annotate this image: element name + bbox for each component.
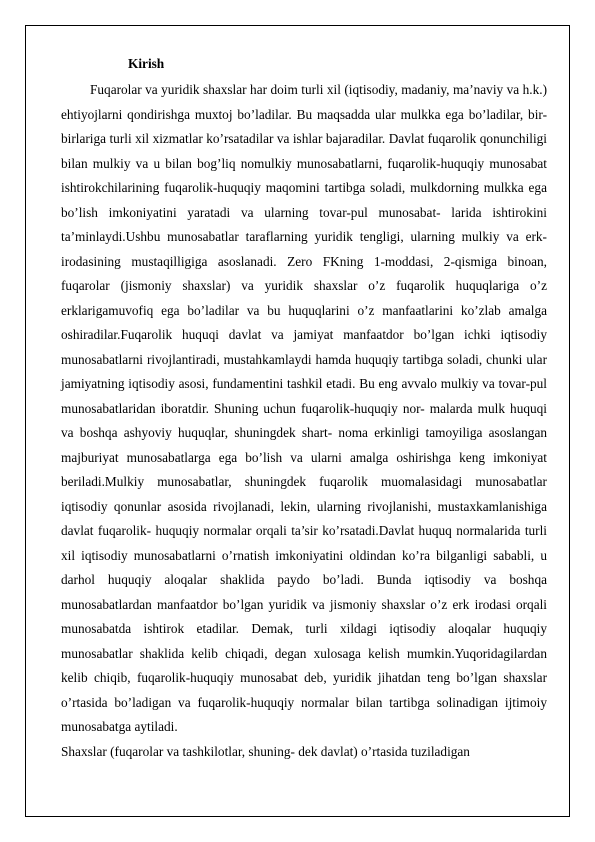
- body-paragraph: [61, 78, 547, 764]
- document-body: [61, 52, 547, 764]
- section-heading: Kirish: [128, 56, 165, 71]
- paragraph-text: Fuqarolar va yuridik shaxslar har doim turli xil (iqtisodiy, madaniy, ma’naviy va h.k.) ehtiyojlarni qondirishga muxtoj bo’ladilar. Bu maqsadda ular mulkka ega bo’ladilar, bir-birlariga turli xil xizmatlar ko’rsatadilar va ishlar bajaradilar. Davlat fuqarolik qonunchiligi bilan mulkiy va u bilan bog’liq nomulkiy munosabatlarni, fuqarolik-huquqiy munosabat ishtirokchilarining fuqarolik-huquqiy maqomini tartibga soladi, mulkdorning mulkka ega bo’lish imkoniyatini yaratadi va ularning tovar-pul munosabat- larida ishtirokini ta’minlaydi.Ushbu munosabatlar taraflarning yuridik tengligi, ularning mulkiy va erk-irodasining mustaqilligiga asoslanadi. Zero FKning 1-moddasi, 2-qismiga binoan, fuqarolar (jismoniy shaxslar) va yuridik shaxslar o’z fuqarolik huquqlariga o’z erklarigamuvofiq ega bo’ladilar va bu huquqlarini o’z manfaatlarini ko’zlab amalga oshiradilar.Fuqarolik huquqi davlat va jamiyat manfaatdor bo’lgan ichki iqtisodiy munosabatlarni rivojlantiradi, mustahkamlaydi hamda huquqiy tartibga soladi, chunki ular jamiyatning iqtisodiy asosi, fundamentini tashkil etadi. Bu eng avvalo mulkiy va tovar-pul munosabatlaridan iboratdir. Shuning uchun fuqarolik-huquqiy nor- malarda mulk huquqi va boshqa ashyoviy huquqlar, shuningdek shart- noma erkinligi tamoyiliga asoslangan majburiyat munosabatlarga ega bo’lish va ularni amalga oshirishga keng imkoniyat beriladi.Mulkiy munosabatlar, shuningdek fuqarolik muomalasidagi munosabatlar iqtisodiy qonunlar asosida rivojlanadi, lekin, ularning rivojlanishi, mustaxkamlanishiga davlat fuqarolik- huquqiy normalar orqali ta’sir ko’rsatadi.Davlat huquq normalarida turli xil iqtisodiy munosabatlarni o’rnatish imkoniyatini oldindan ko’ra bilganligi sababli, u darhol huquqiy aloqalar shaklida paydo bo’ladi. Bunda iqtisodiy va boshqa munosabatlardan manfaatdor bo’lgan yuridik va jismoniy shaxslar o’z erk irodasi orqali munosabatda ishtirok etadilar. Demak, turli xildagi iqtisodiy aloqalar huquqiy munosabatlar shaklida kelib chiqadi, degan xulosaga kelish mumkin.Yuqoridagilardan kelib chiqib, fuqarolik-huquqiy munosabat deb, yuridik jihatdan teng bo’lgan shaxslar o’rtasida bo’ladigan va fuqarolik-huquqiy normalar bilan tartibga solinadigan ijtimoiy munosabatga aytiladi.: [61, 82, 547, 734]
- paragraph-last-line: Shaxslar (fuqarolar va tashkilotlar, shuning- dek davlat) o’rtasida tuziladigan: [61, 743, 470, 759]
